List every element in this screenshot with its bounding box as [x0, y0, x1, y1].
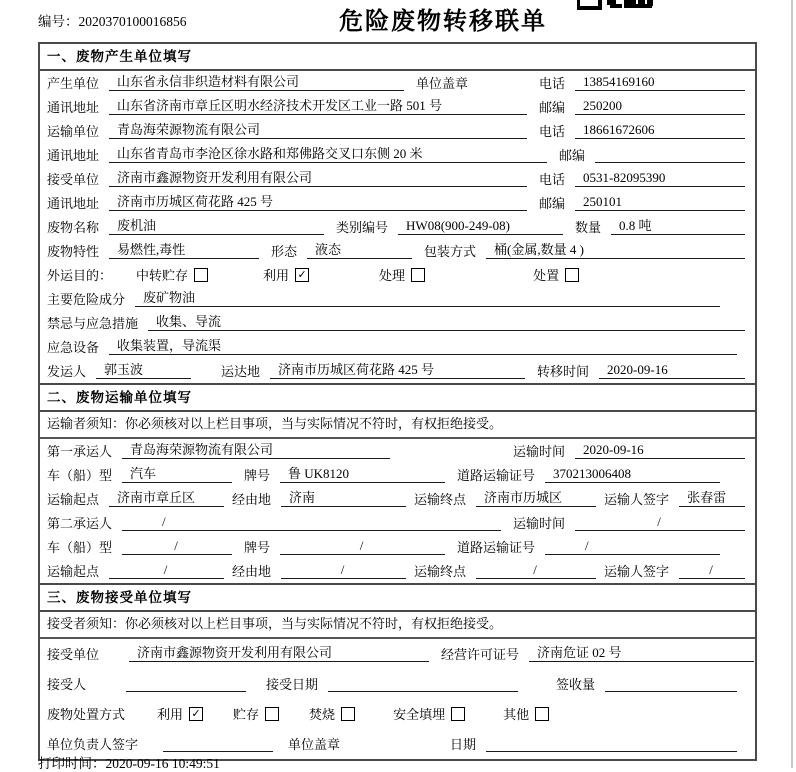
transporter-label: 运输单位: [47, 124, 100, 139]
transporter-address-value: 山东省青岛市李沧区徐水路和郑佛路交叉口东侧 20 米: [109, 146, 547, 163]
transfer-date-value: 2020-09-16: [599, 362, 745, 379]
packing-label: 包装方式: [424, 244, 477, 259]
end2-value: /: [476, 562, 596, 579]
row-recipient: [40, 669, 755, 699]
row-receiver: [40, 167, 755, 191]
quantity-label: 数量: [575, 220, 602, 235]
origin1-label: 运输起点: [47, 492, 100, 507]
producer-phone-label: 电话: [538, 76, 565, 91]
quantity-value: 0.8 吨: [611, 218, 745, 235]
row-equipment: [40, 335, 755, 359]
row-transporter: [40, 119, 755, 143]
recipient-label: 接受人: [47, 677, 87, 692]
producer-label: 产生单位: [47, 76, 100, 91]
transport-time2-label: 运输时间: [512, 516, 565, 531]
section3-notice: [40, 612, 755, 639]
waste-character-value: 易燃性,毒性: [109, 242, 259, 259]
receiver-zip-value: 250101: [575, 194, 745, 211]
print-time: [38, 752, 220, 772]
vehicle1-value: 汽车: [122, 466, 232, 483]
accept-unit-label: 接受单位: [47, 647, 100, 662]
transporter-phone-value: 18661672606: [575, 122, 745, 139]
vehicle2-value: /: [122, 538, 232, 555]
receiver-value: 济南市鑫源物资开发利用有限公司: [109, 170, 527, 187]
disposal-option-label: 安全填埋: [393, 707, 446, 722]
taboo-value: 收集、导流: [148, 314, 745, 331]
transport-time1-value: 2020-09-16: [575, 442, 745, 459]
row-waste-name: [40, 215, 755, 239]
shipper-label: 发运人: [47, 364, 87, 379]
hazard-value: 废矿物油: [135, 290, 720, 307]
transport-time1-label: 运输时间: [513, 444, 566, 459]
via2-label: 经由地: [232, 564, 272, 579]
purpose-option-label: 处置: [533, 268, 560, 283]
transport-time2-value: /: [575, 514, 745, 531]
section3-notice-label: 接受者须知：: [47, 616, 126, 631]
producer-phone-value: 13854169160: [575, 74, 745, 91]
accept-date-label: 接受日期: [266, 677, 319, 692]
receiver-phone-value: 0531-82095390: [575, 170, 745, 187]
sign1-label: 运输人签字: [604, 492, 670, 507]
packing-value: 桶(金属,数量 4 ): [486, 242, 745, 259]
hazard-label: 主要危险成分: [47, 292, 126, 307]
purpose-option-label: 中转贮存: [136, 268, 189, 283]
disposal-option-label: 其他: [503, 707, 530, 722]
taboo-label: 禁忌与应急措施: [47, 316, 139, 331]
checkbox-icon: [565, 268, 579, 282]
document-number-value: 2020370100016856: [78, 14, 187, 29]
license-label: 经营许可证号: [441, 647, 520, 662]
transporter-zip-value-blank: [595, 161, 745, 163]
receiver-zip-label: 邮编: [538, 196, 565, 211]
carrier2-label: 第二承运人: [47, 516, 113, 531]
row-route2: [40, 559, 755, 583]
producer-address-value: 山东省济南市章丘区明水经济技术开发区工业一路 501 号: [109, 98, 527, 115]
section1-header: 一、废物产生单位填写: [40, 44, 755, 71]
transporter-address-label: 通讯地址: [47, 148, 100, 163]
producer-address-label: 通讯地址: [47, 100, 100, 115]
purpose-option-label: 利用: [263, 268, 290, 283]
row-producer-address: [40, 95, 755, 119]
carrier2-value: /: [122, 514, 501, 531]
sign1-value: 张春雷: [679, 490, 745, 507]
print-time-label: 打印时间：: [38, 756, 106, 771]
seal-label: 单位盖章: [416, 76, 469, 91]
producer-value: 山东省永信非织造材料有限公司: [109, 74, 404, 91]
producer-zip-value: 250200: [575, 98, 745, 115]
row-vehicle2: [40, 535, 755, 559]
print-time-value: 2020-09-16 10:49:51: [105, 756, 220, 771]
section3-notice-text: 你必须核对以上栏目事项，当与实际情况不符时，有权拒绝接受。: [125, 616, 503, 631]
via1-value: 济南: [281, 490, 406, 507]
origin2-value: /: [109, 562, 224, 579]
checkbox-icon: [451, 707, 465, 721]
disposal-option-label: 焚烧: [309, 707, 336, 722]
waste-character-label: 废物特性: [47, 244, 100, 259]
manifest-form: [38, 42, 757, 761]
receiver-address-value: 济南市历城区荷花路 425 号: [109, 194, 527, 211]
manager-sign-label: 单位负责人签字: [47, 737, 139, 752]
plate1-label: 牌号: [244, 468, 271, 483]
equipment-label: 应急设备: [47, 340, 100, 355]
row-vehicle1: [40, 463, 755, 487]
checkbox-icon: [411, 268, 425, 282]
unit-seal-label: 单位盖章: [288, 737, 341, 752]
category-label: 类别编号: [336, 220, 389, 235]
transporter-phone-label: 电话: [538, 124, 565, 139]
page-right-edge: [791, 0, 793, 768]
plate2-value: /: [280, 538, 445, 555]
permit1-value: 370213006408: [545, 466, 720, 483]
accept-unit-value: 济南市鑫源物资开发利用有限公司: [129, 645, 429, 662]
amount-value-blank: [605, 690, 737, 692]
shipper-value: 郭玉波: [96, 362, 191, 379]
row-carrier1: [40, 439, 755, 463]
sign2-label: 运输人签字: [604, 564, 670, 579]
amount-label: 签收量: [556, 677, 596, 692]
row-waste-character: [40, 239, 755, 263]
page-title: 危险废物转移联单: [339, 8, 547, 35]
permit2-label: 道路运输证号: [457, 540, 536, 555]
row-disposal: [40, 699, 755, 729]
end1-label: 运输终点: [414, 492, 467, 507]
row-transporter-address: [40, 143, 755, 167]
section2-header: 二、废物运输单位填写: [40, 383, 755, 412]
end2-label: 运输终点: [414, 564, 467, 579]
row-taboo: [40, 311, 755, 335]
carrier1-value: 青岛海荣源物流有限公司: [122, 442, 390, 459]
purpose-option-label: 处理: [379, 268, 406, 283]
transporter-zip-label: 邮编: [558, 148, 585, 163]
checkbox-icon: [341, 707, 355, 721]
permit2-value: /: [545, 538, 720, 555]
disposal-option-label: 利用: [157, 707, 184, 722]
sign-date-label: 日期: [450, 737, 477, 752]
receiver-phone-label: 电话: [538, 172, 565, 187]
document-number-label: 编号：: [38, 14, 79, 29]
waste-name-label: 废物名称: [47, 220, 100, 235]
plate1-value: 鲁 UK8120: [280, 466, 445, 483]
origin1-value: 济南市章丘区: [109, 490, 224, 507]
row-carrier2: [40, 511, 755, 535]
purpose-label: 外运目的：: [47, 268, 113, 283]
row-producer: [40, 71, 755, 95]
row-hazard: [40, 287, 755, 311]
checkbox-icon: [265, 707, 279, 721]
end1-value: 济南市历城区: [476, 490, 596, 507]
checkbox-checked-icon: ✓: [189, 707, 203, 721]
vehicle2-label: 车（船）型: [47, 540, 113, 555]
transfer-date-label: 转移时间: [537, 364, 590, 379]
sign-date-value-blank: [486, 750, 737, 752]
form-value: 液态: [307, 242, 412, 259]
accept-date-value-blank: [328, 690, 518, 692]
receiver-label: 接受单位: [47, 172, 100, 187]
producer-zip-label: 邮编: [538, 100, 565, 115]
equipment-value: 收集装置，导流渠: [109, 338, 737, 355]
sign2-value: /: [679, 562, 745, 579]
permit1-label: 道路运输证号: [457, 468, 536, 483]
section2-notice-label: 运输者须知：: [47, 416, 126, 431]
checkbox-icon: [535, 707, 549, 721]
row-shipper: [40, 359, 755, 383]
license-value: 济南危证 02 号: [529, 645, 754, 662]
origin2-label: 运输起点: [47, 564, 100, 579]
recipient-value-blank: [126, 690, 246, 692]
vehicle1-label: 车（船）型: [47, 468, 113, 483]
row-accept-unit: [40, 639, 755, 669]
checkbox-checked-icon: ✓: [295, 268, 309, 282]
section3-header: 三、废物接受单位填写: [40, 583, 755, 612]
checkbox-icon: [194, 268, 208, 282]
disposal-option-label: 贮存: [233, 707, 260, 722]
destination-label: 运达地: [221, 364, 261, 379]
qr-code-fragment-icon: [577, 0, 655, 10]
form-label: 形态: [271, 244, 298, 259]
via1-label: 经由地: [232, 492, 272, 507]
disposal-label: 废物处置方式: [47, 707, 126, 722]
row-purpose: [40, 263, 755, 287]
receiver-address-label: 通讯地址: [47, 196, 100, 211]
section2-notice: [40, 412, 755, 439]
plate2-label: 牌号: [244, 540, 271, 555]
via2-value: /: [281, 562, 406, 579]
waste-name-value: 废机油: [109, 218, 324, 235]
row-receiver-address: [40, 191, 755, 215]
transporter-value: 青岛海荣源物流有限公司: [109, 122, 527, 139]
row-route1: [40, 487, 755, 511]
section2-notice-text: 你必须核对以上栏目事项，当与实际情况不符时，有权拒绝接受。: [125, 416, 503, 431]
category-value: HW08(900-249-08): [398, 218, 563, 235]
destination-value: 济南市历城区荷花路 425 号: [270, 362, 525, 379]
carrier1-label: 第一承运人: [47, 444, 113, 459]
